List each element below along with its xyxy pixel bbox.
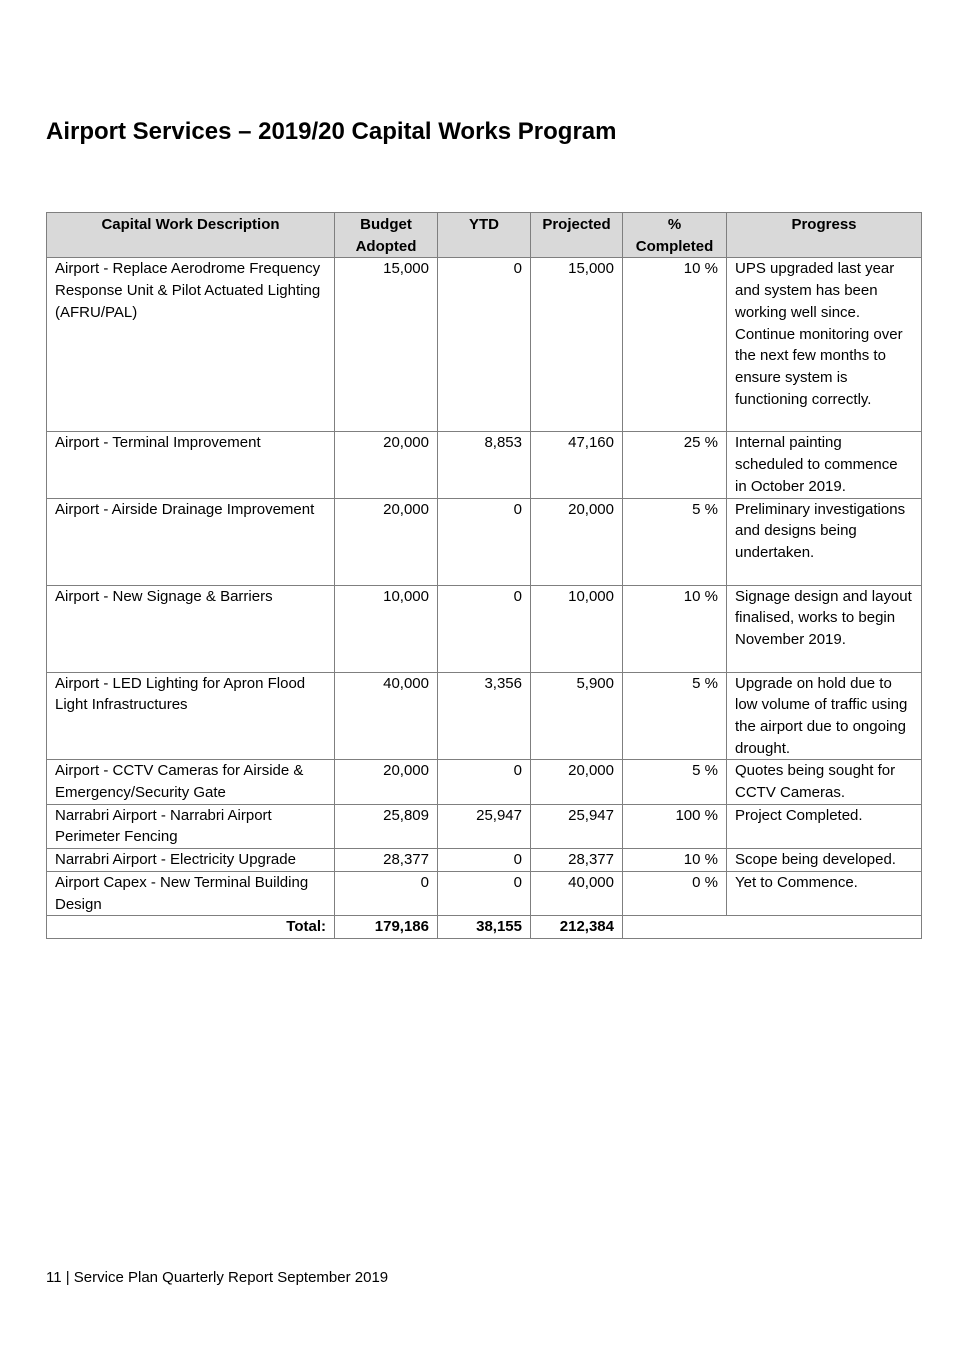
table-row <box>47 432 922 498</box>
cell-projected: 20,000 <box>531 760 623 804</box>
cell-ytd: 0 <box>438 871 531 915</box>
cell-ytd: 0 <box>438 849 531 872</box>
cell-projected: 10,000 <box>531 585 623 672</box>
cell-budget: 40,000 <box>335 672 438 760</box>
total-label: Total: <box>47 916 335 939</box>
cell-budget: 10,000 <box>335 585 438 672</box>
cell-percent: 5 % <box>623 760 727 804</box>
cell-projected: 20,000 <box>531 498 623 585</box>
cell-projected: 28,377 <box>531 849 623 872</box>
cell-progress: UPS upgraded last year and system has been working well since. Continue monitoring over the next few months to ensure system is functioning correctly. <box>727 258 922 432</box>
cell-projected: 15,000 <box>531 258 623 432</box>
cell-budget: 15,000 <box>335 258 438 432</box>
cell-description: Airport - Terminal Improvement <box>47 432 335 498</box>
header-ytd: YTD <box>438 213 531 258</box>
cell-budget: 20,000 <box>335 432 438 498</box>
cell-percent: 10 % <box>623 585 727 672</box>
table-row <box>47 849 922 872</box>
cell-budget: 25,809 <box>335 804 438 848</box>
cell-description: Airport - LED Lighting for Apron Flood Light Infrastructures <box>47 672 335 760</box>
cell-progress: Signage design and layout finalised, works to begin November 2019. <box>727 585 922 672</box>
cell-percent: 0 % <box>623 871 727 915</box>
header-projected: Projected <box>531 213 623 258</box>
cell-ytd: 0 <box>438 760 531 804</box>
cell-percent: 100 % <box>623 804 727 848</box>
cell-percent: 25 % <box>623 432 727 498</box>
cell-description: Airport - Airside Drainage Improvement <box>47 498 335 585</box>
total-budget: 179,186 <box>335 916 438 939</box>
cell-progress: Upgrade on hold due to low volume of traffic using the airport due to ongoing drought. <box>727 672 922 760</box>
cell-ytd: 0 <box>438 258 531 432</box>
cell-progress: Scope being developed. <box>727 849 922 872</box>
total-row <box>47 916 922 939</box>
capital-works-table <box>46 212 922 939</box>
cell-budget: 20,000 <box>335 498 438 585</box>
table-row <box>47 498 922 585</box>
cell-ytd: 0 <box>438 498 531 585</box>
cell-description: Narrabri Airport - Narrabri Airport Perimeter Fencing <box>47 804 335 848</box>
table-row <box>47 258 922 432</box>
header-description: Capital Work Description <box>47 213 335 258</box>
cell-projected: 25,947 <box>531 804 623 848</box>
cell-projected: 5,900 <box>531 672 623 760</box>
cell-description: Airport - Replace Aerodrome Frequency Response Unit & Pilot Actuated Lighting (AFRU/PAL) <box>47 258 335 432</box>
cell-projected: 40,000 <box>531 871 623 915</box>
cell-percent: 10 % <box>623 258 727 432</box>
page-footer: 11 | Service Plan Quarterly Report September 2019 <box>46 1269 389 1286</box>
header-budget: Budget Adopted <box>335 213 438 258</box>
header-percent: % Completed <box>623 213 727 258</box>
cell-ytd: 3,356 <box>438 672 531 760</box>
table-row <box>47 871 922 915</box>
total-ytd: 38,155 <box>438 916 531 939</box>
cell-projected: 47,160 <box>531 432 623 498</box>
total-projected: 212,384 <box>531 916 623 939</box>
cell-budget: 28,377 <box>335 849 438 872</box>
table-row <box>47 804 922 848</box>
table-row <box>47 760 922 804</box>
cell-percent: 10 % <box>623 849 727 872</box>
cell-ytd: 25,947 <box>438 804 531 848</box>
cell-progress: Quotes being sought for CCTV Cameras. <box>727 760 922 804</box>
table-row <box>47 672 922 760</box>
cell-budget: 0 <box>335 871 438 915</box>
header-progress: Progress <box>727 213 922 258</box>
table-row <box>47 585 922 672</box>
cell-progress: Project Completed. <box>727 804 922 848</box>
cell-ytd: 8,853 <box>438 432 531 498</box>
cell-description: Airport - New Signage & Barriers <box>47 585 335 672</box>
cell-percent: 5 % <box>623 672 727 760</box>
page-title: Airport Services – 2019/20 Capital Works Program <box>46 118 617 145</box>
total-blank-cell <box>623 916 922 939</box>
table-header-row <box>47 213 922 258</box>
cell-ytd: 0 <box>438 585 531 672</box>
cell-percent: 5 % <box>623 498 727 585</box>
cell-progress: Preliminary investigations and designs being undertaken. <box>727 498 922 585</box>
cell-budget: 20,000 <box>335 760 438 804</box>
cell-progress: Yet to Commence. <box>727 871 922 915</box>
cell-description: Airport - CCTV Cameras for Airside & Emergency/Security Gate <box>47 760 335 804</box>
cell-description: Narrabri Airport - Electricity Upgrade <box>47 849 335 872</box>
cell-progress: Internal painting scheduled to commence in October 2019. <box>727 432 922 498</box>
cell-description: Airport Capex - New Terminal Building Design <box>47 871 335 915</box>
